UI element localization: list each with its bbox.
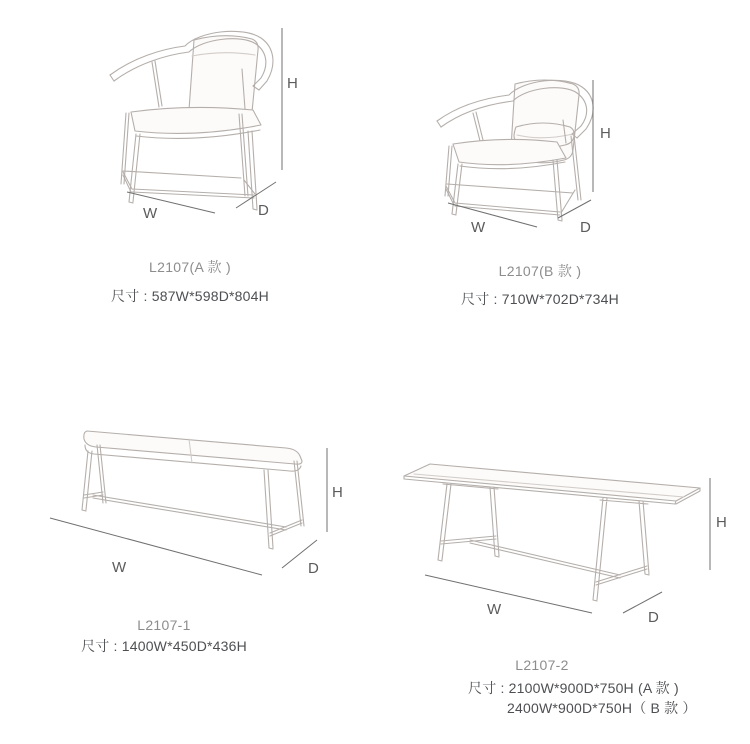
bench-dimension-lines xyxy=(50,448,327,575)
chair-b-sketch xyxy=(437,80,593,221)
chair-b-drawing xyxy=(425,72,620,240)
product-size-bench: 尺寸 : 1400W*450D*436H xyxy=(81,638,247,654)
leg-stretchers xyxy=(441,536,647,585)
bench-drawing xyxy=(40,415,350,590)
product-title-bench: L2107-1 xyxy=(137,617,191,633)
depth-dim-label: D xyxy=(258,202,269,219)
bench-cushion xyxy=(84,431,302,464)
product-size-chair-b: 尺寸 : 710W*702D*734H xyxy=(461,291,619,307)
bench-dimension-labels xyxy=(112,484,343,577)
product-card-table xyxy=(390,448,735,728)
seat-cushion xyxy=(131,107,261,133)
left-trestle-legs xyxy=(438,484,499,561)
width-dim-label: W xyxy=(487,601,502,618)
width-dim-label: W xyxy=(143,205,158,222)
product-title-chair-a: L2107(A 款 ) xyxy=(149,259,231,275)
depth-dim-label: D xyxy=(648,609,659,626)
chair-a-drawing xyxy=(95,12,305,222)
product-size-table-line1: 尺寸 : 2100W*900D*750H (A 款 ) xyxy=(468,680,679,696)
height-dim-label: H xyxy=(287,75,298,92)
product-card-chair-a xyxy=(88,12,308,312)
height-dim-label: H xyxy=(600,125,611,142)
leg-stretchers xyxy=(123,171,255,198)
product-title-chair-b: L2107(B 款 ) xyxy=(498,263,582,279)
product-card-chair-b xyxy=(420,72,650,312)
table-dimension-labels xyxy=(487,514,727,626)
seat-cushion xyxy=(453,139,566,164)
width-dimension-line xyxy=(50,518,262,575)
width-dimension-line xyxy=(425,575,592,613)
table-drawing xyxy=(390,448,730,643)
bench-sketch xyxy=(82,431,304,549)
chair-a-sketch xyxy=(110,31,273,210)
product-card-bench xyxy=(40,415,360,665)
width-dim-label: W xyxy=(471,219,486,236)
depth-dim-label: D xyxy=(308,560,319,577)
table-top xyxy=(404,464,700,501)
depth-dim-label: D xyxy=(580,219,591,236)
product-title-table: L2107-2 xyxy=(515,657,569,673)
height-dim-label: H xyxy=(332,484,343,501)
width-dim-label: W xyxy=(112,559,127,576)
height-dim-label: H xyxy=(716,514,727,531)
product-size-table-line2: 2400W*900D*750H（ B 款 ） xyxy=(507,700,697,716)
product-size-chair-a: 尺寸 : 587W*598D*804H xyxy=(111,288,269,304)
right-trestle-legs xyxy=(593,498,649,601)
